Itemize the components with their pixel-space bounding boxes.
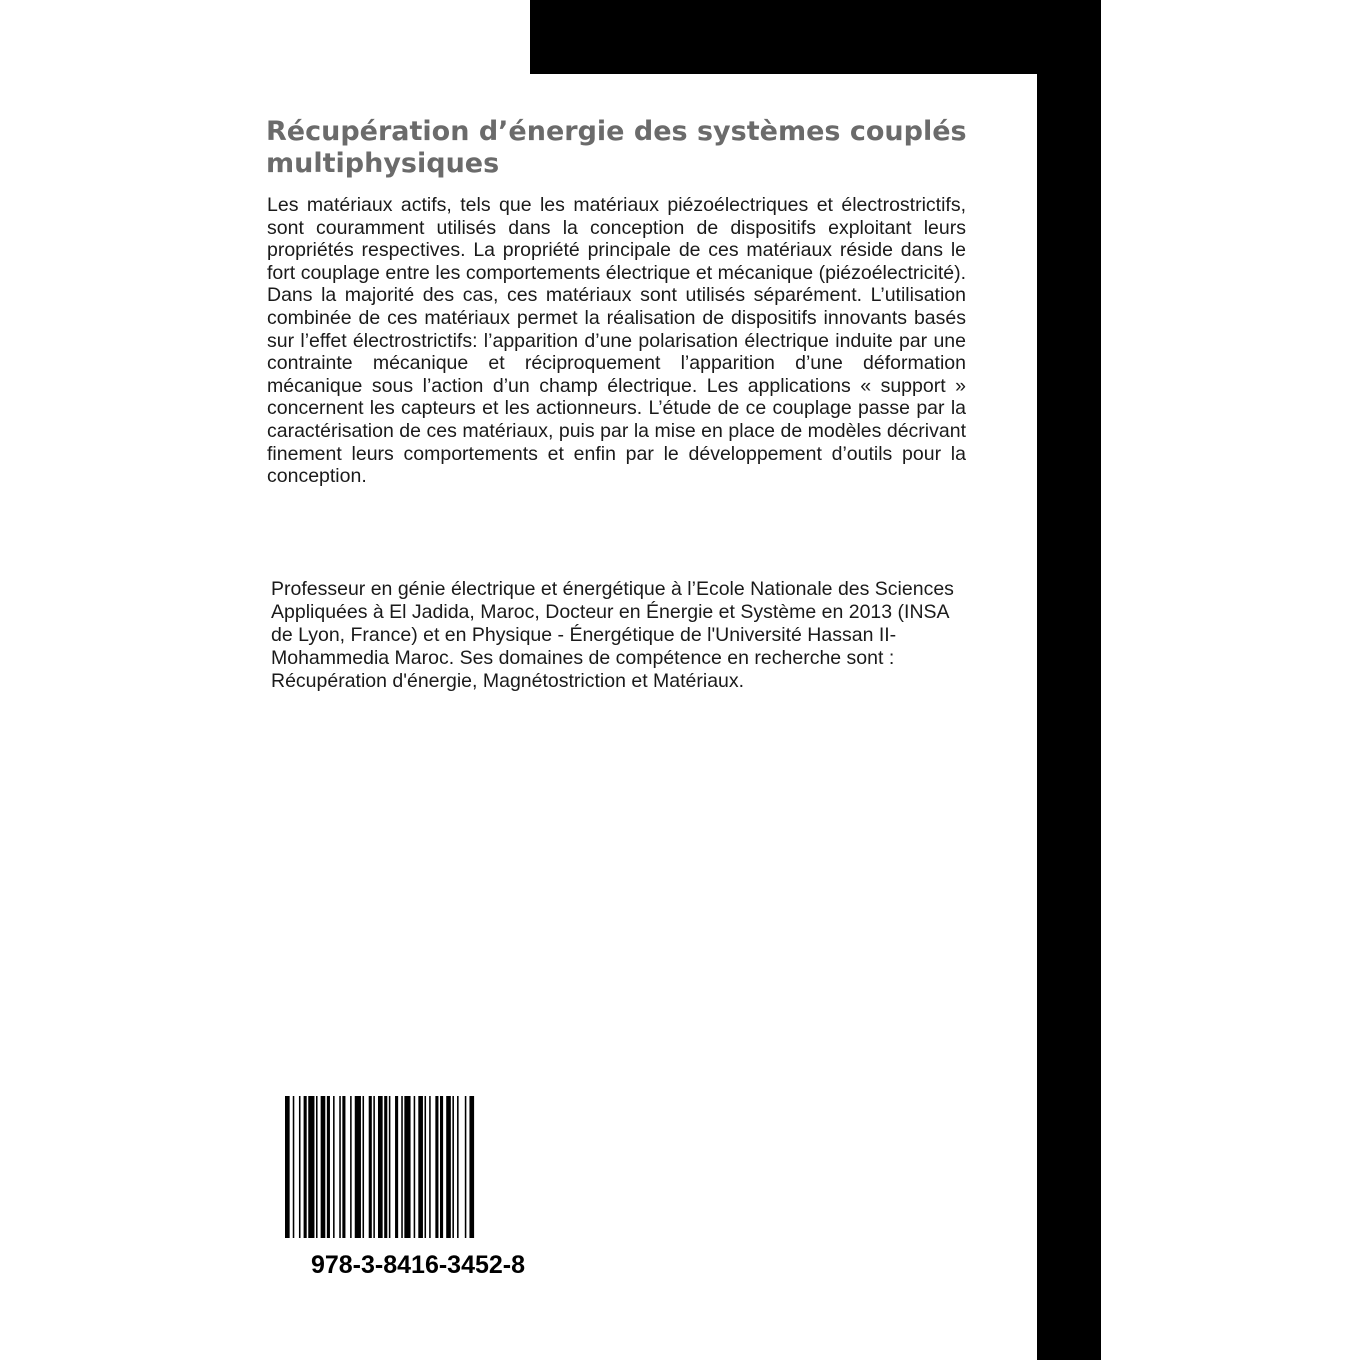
cover-spine-band — [1037, 74, 1101, 1360]
barcode — [285, 1096, 550, 1238]
isbn-number: 978-3-8416-3452-8 — [310, 1251, 526, 1279]
cover-top-band — [530, 0, 1101, 74]
book-summary: Les matériaux actifs, tels que les matériaux piézoélectriques et électrostrictifs, sont couramment utilisés dans la conception de dispositifs exploitant leurs propriétés respectives. La propriété principale de ces matériaux réside dans le fort couplage entre les comportements électrique et mécanique (piézoélectricité). Dans la majorité des cas, ces matériaux sont utilisés séparément. L’utilisation combinée de ces matériaux permet la réalisation de dispositifs innovants basés sur l’effet électrostrictifs: l’apparition d’une polarisation électrique induite par une contrainte mécanique et réciproquement l’apparition d’une déformation mécanique sous l’action d’un champ électrique. Les applications « support » concernent les capteurs et les actionneurs. L’étude de ce couplage passe par la caractérisation de ces matériaux, puis par la mise en place de modèles décrivant finement leurs comportements et enfin par le développement d’outils pour la conception. — [267, 194, 966, 488]
author-bio: Professeur en génie électrique et énergétique à l’Ecole Nationale des Sciences Appliquées à El Jadida, Maroc, Docteur en Énergie et Système en 2013 (INSA de Lyon, France) et en Physique - Énergétique de l'Université Hassan II-Mohammedia Maroc. Ses domaines de compétence en recherche sont : Récupération d'énergie, Magnétostriction et Matériaux. — [271, 578, 954, 692]
book-title: Récupération d’énergie des systèmes couplés multiphysiques — [266, 116, 967, 179]
